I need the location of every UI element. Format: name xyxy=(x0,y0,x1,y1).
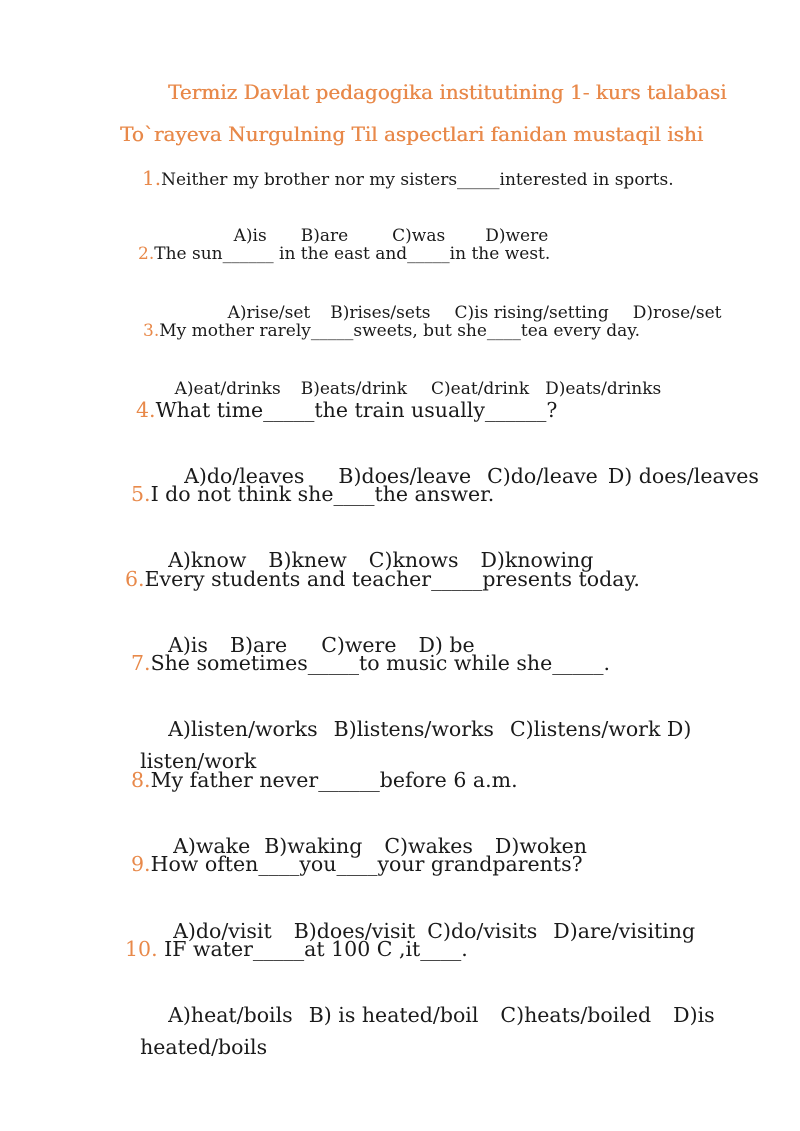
option-a: A)do/visit xyxy=(173,919,272,943)
option-c: C)were xyxy=(321,633,397,657)
option-a: A)wake xyxy=(173,834,251,858)
option-a: A)eat/drinks xyxy=(174,379,281,399)
option-d: D)were xyxy=(485,226,549,246)
question-2 xyxy=(138,244,550,264)
question-10 xyxy=(125,937,468,961)
question-text: Neither my brother nor my sisters_____interested in sports. xyxy=(161,170,674,190)
question-number: 10. xyxy=(125,937,158,961)
option-c: C)heats/boiled xyxy=(500,1003,652,1027)
question-7 xyxy=(131,651,610,675)
options-row-10-wrap xyxy=(114,1011,267,1083)
option-b: B)listens/works xyxy=(333,717,494,741)
option-b: B)waking xyxy=(264,834,363,858)
question-number: 7. xyxy=(131,651,151,675)
option-a: A)listen/works xyxy=(168,717,318,741)
option-a: A)know xyxy=(168,548,247,572)
option-d: D)are/visiting xyxy=(553,919,696,943)
question-text: Every students and teacher_____presents today. xyxy=(144,567,640,591)
question-text: I do not think she____the answer. xyxy=(150,482,495,506)
option-b: B)eats/drink xyxy=(300,379,408,399)
header-line-1: Termiz Davlat pedagogika institutining 1- kurs talabasi xyxy=(168,80,727,104)
option-b: B)knew xyxy=(268,548,347,572)
option-a: A)is xyxy=(233,226,267,246)
option-a: A)rise/set xyxy=(227,303,311,323)
header-line-2: To`rayeva Nurgulning Til aspectlari fanidan mustaqil ishi xyxy=(120,122,704,146)
question-text: She sometimes_____to music while she_____. xyxy=(150,651,610,675)
question-number: 6. xyxy=(125,567,145,591)
option-b: B)are xyxy=(229,633,288,657)
option-c: C)knows xyxy=(368,548,459,572)
question-number: 3. xyxy=(143,321,160,341)
option-d-continued: heated/boils xyxy=(140,1035,268,1059)
option-a: A)do/leaves xyxy=(184,464,305,488)
option-d: D)eats/drinks xyxy=(545,379,662,399)
option-c: C)do/visits xyxy=(427,919,538,943)
option-c: C)do/leave xyxy=(487,464,598,488)
option-d: D)is xyxy=(673,1003,715,1027)
question-number: 5. xyxy=(131,482,151,506)
option-c: C)eat/drink xyxy=(431,379,530,399)
option-d: D)woken xyxy=(494,834,587,858)
option-d: listen/work xyxy=(140,749,257,773)
option-c: C)is rising/setting xyxy=(454,303,609,323)
option-d: D) does/leaves xyxy=(607,464,759,488)
question-number: 2. xyxy=(138,244,155,264)
question-5 xyxy=(131,482,494,506)
question-number: 4. xyxy=(136,398,156,422)
question-8 xyxy=(131,768,518,792)
question-number: 9. xyxy=(131,852,151,876)
question-text: How often____you____your grandparents? xyxy=(150,852,583,876)
question-text: My mother rarely_____sweets, but she____tea every day. xyxy=(159,321,640,341)
option-d: D)rose/set xyxy=(632,303,722,323)
option-c: C)listens/work D) xyxy=(509,717,692,741)
question-4 xyxy=(136,398,557,422)
option-c: C)wakes xyxy=(384,834,473,858)
option-b: B)does/leave xyxy=(338,464,472,488)
question-9 xyxy=(131,852,583,876)
option-b: B)does/visit xyxy=(293,919,416,943)
question-text: IF water_____at 100 C ,it____. xyxy=(157,937,468,961)
question-text: What time_____the train usually______? xyxy=(155,398,558,422)
question-3 xyxy=(143,321,640,341)
question-number: 1. xyxy=(142,166,162,190)
option-a: A)is xyxy=(168,633,208,657)
question-text: My father never______before 6 a.m. xyxy=(150,768,518,792)
question-text: The sun______ in the east and_____in the west. xyxy=(154,244,551,264)
question-number: 8. xyxy=(131,768,151,792)
option-a: A)heat/boils xyxy=(168,1003,293,1027)
option-d: D)knowing xyxy=(480,548,594,572)
option-b: B)are xyxy=(300,226,349,246)
question-1 xyxy=(142,166,674,190)
question-6 xyxy=(125,567,640,591)
option-d: D) be xyxy=(418,633,475,657)
option-b: B) is heated/boil xyxy=(308,1003,479,1027)
option-c: C)was xyxy=(392,226,446,246)
option-b: B)rises/sets xyxy=(330,303,431,323)
